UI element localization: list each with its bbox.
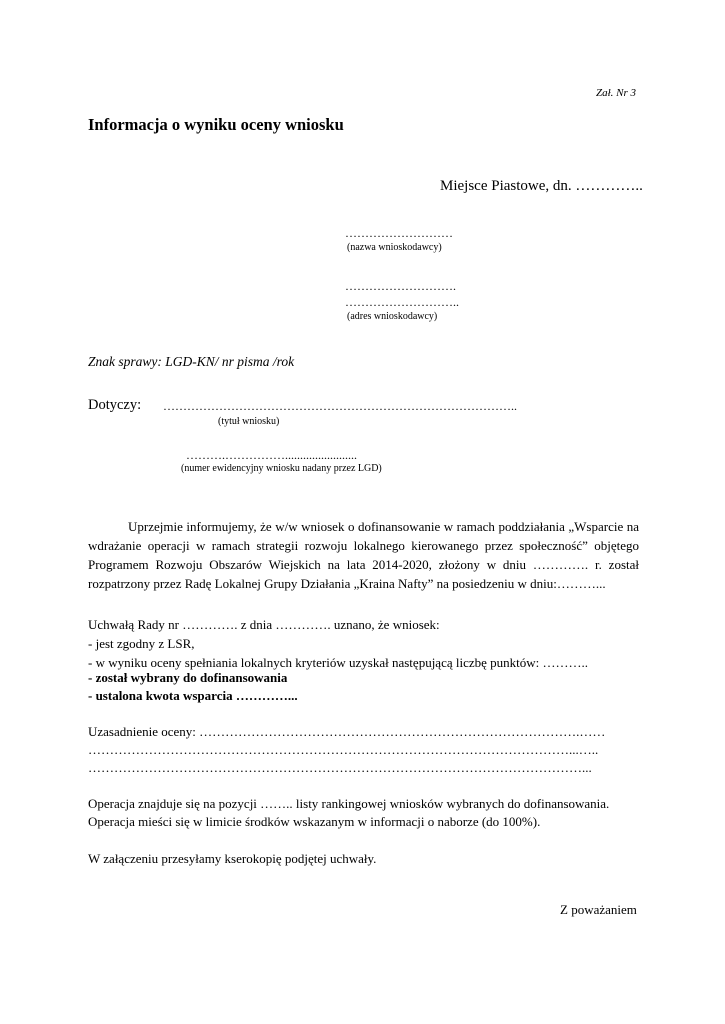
resolution-line-amount: - ustalona kwota wsparcia …………... xyxy=(88,688,298,703)
resolution-line: - w wyniku oceny spełniania lokalnych kryteriów uzyskał następującą liczbę punktów: ……….. xyxy=(88,655,589,670)
concerning-label: Dotyczy: xyxy=(88,397,142,413)
closing-salutation: Z poważaniem xyxy=(560,902,637,917)
applicant-name-label: (nazwa wnioskodawcy) xyxy=(347,242,442,253)
application-title-label: (tytuł wniosku) xyxy=(218,416,280,427)
intro-paragraph: Uprzejmie informujemy, że w/w wniosek o dofinansowanie w ramach poddziałania „Wsparcie na wdrażanie operacji w ramach strategii rozwoju lokalnego kierowanego przez społeczność” objętego Programem Rozwoju Obszarów Wiejskich na lata 2014-2020, złożony w dniu …………. r. został rozpatrzony przez Radę Lokalnej Grupy Działania „Kraina Nafty” na posiedzeniu w dniu:………... xyxy=(88,519,639,591)
document-title: Informacja o wyniku oceny wniosku xyxy=(88,115,344,134)
applicant-name-dots: ……………………… xyxy=(345,226,453,240)
case-reference: Znak sprawy: LGD-KN/ nr pisma /rok xyxy=(88,354,295,369)
application-number-dots: ……….……………........................ xyxy=(186,448,357,462)
place-date: Miejsce Piastowe, dn. ………….. xyxy=(440,178,643,194)
attachment-note: W załączeniu przesyłamy kserokopię podjętej uchwały. xyxy=(88,851,377,866)
ranking-line: Operacja znajduje się na pozycji …….. listy rankingowej wniosków wybranych do dofinansowania. xyxy=(88,796,610,811)
resolution-line: Uchwałą Rady nr …………. z dnia …………. uznano, że wniosek: xyxy=(88,617,440,632)
justification-line: ……………………………………………………………………………………………………... xyxy=(88,760,592,775)
application-number-label: (numer ewidencyjny wniosku nadany przez LGD) xyxy=(181,463,382,474)
applicant-address-dots-2: ……………………….. xyxy=(345,295,459,309)
justification-line: …………………………………………………………………………………………………...….. xyxy=(88,742,599,757)
applicant-address-dots-1: ………………………. xyxy=(345,279,456,293)
applicant-address-label: (adres wnioskodawcy) xyxy=(347,311,438,322)
ranking-line: Operacja mieści się w limicie środków wskazanym w informacji o naborze (do 100%). xyxy=(88,814,541,829)
justification-line: Uzasadnienie oceny: …………………………………………………………………………….…… xyxy=(88,724,606,739)
application-title-dots: …………………………………………………………………………….. xyxy=(163,399,517,413)
resolution-line-selected: - został wybrany do dofinansowania xyxy=(88,670,288,685)
resolution-line: - jest zgodny z LSR, xyxy=(88,636,195,651)
annex-number: Zał. Nr 3 xyxy=(596,87,637,99)
